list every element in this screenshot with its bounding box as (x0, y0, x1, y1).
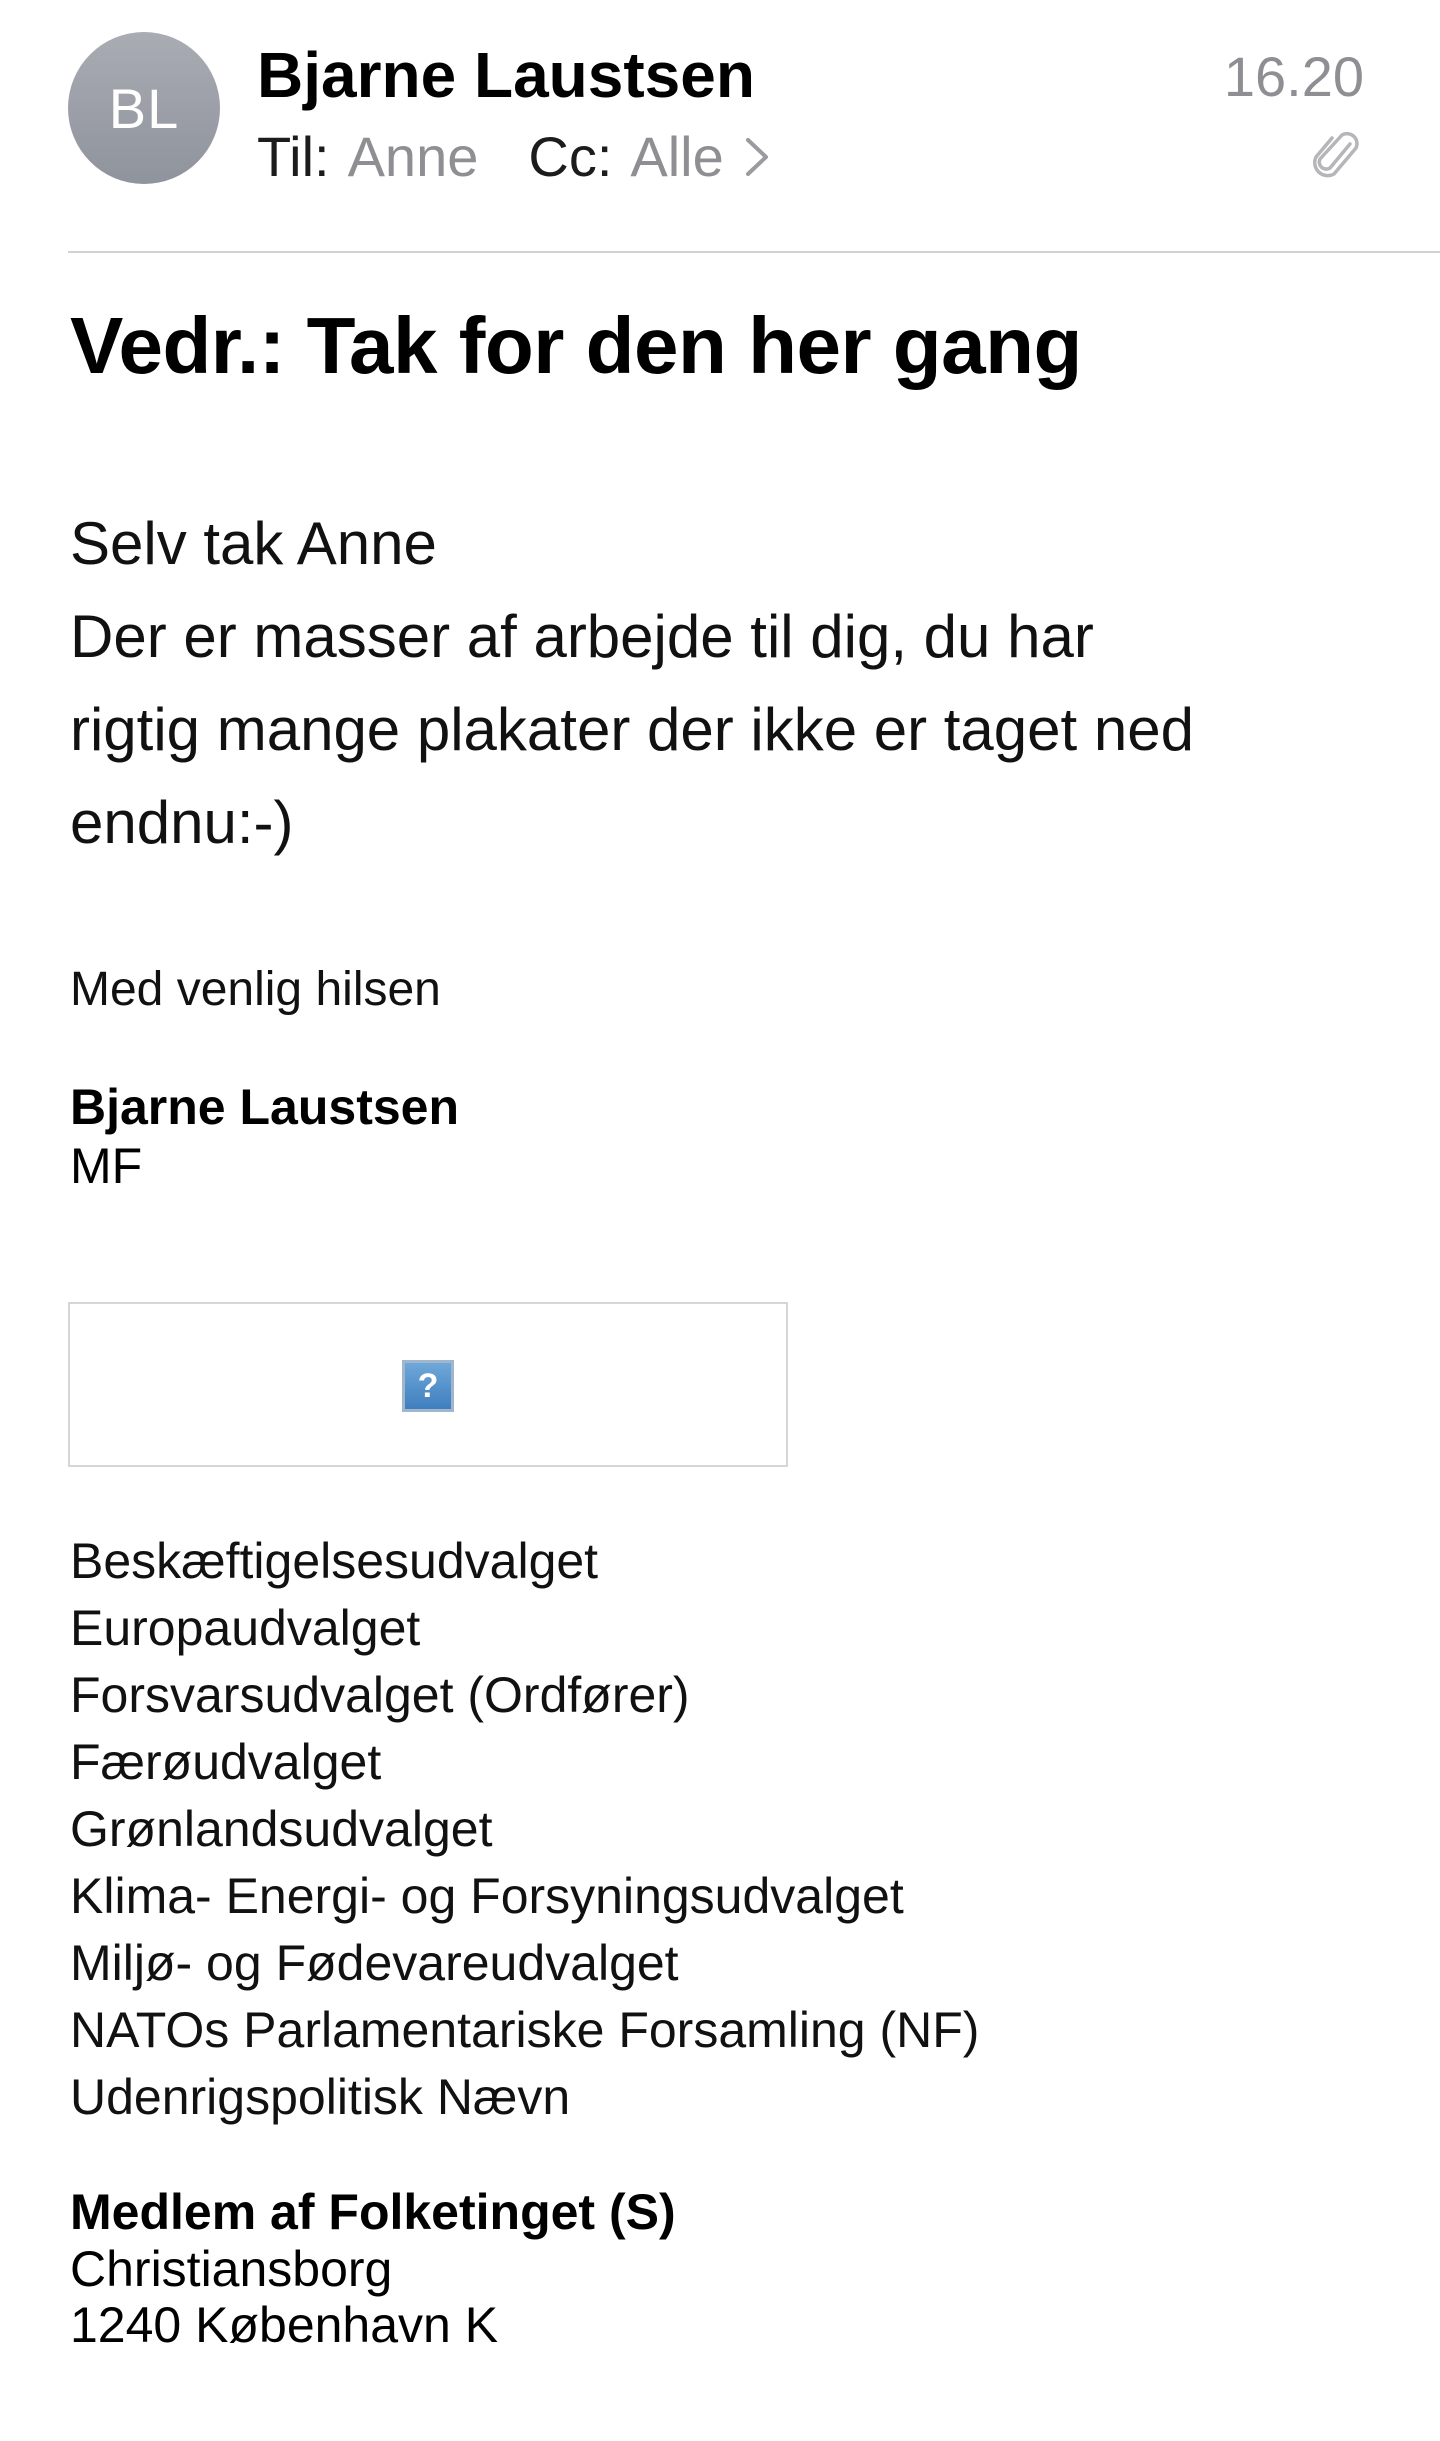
message-header (0, 0, 1440, 252)
body-line: Selv tak Anne (70, 510, 437, 577)
committee-list (70, 1528, 979, 2131)
message-body (70, 497, 1370, 869)
committee-item: Grønlandsudvalget (70, 1801, 493, 1857)
committee-item: Færøudvalget (70, 1734, 382, 1790)
signature-address-line2: 1240 København K (70, 2297, 499, 2353)
signature-address-line1: Christiansborg (70, 2241, 393, 2297)
sender-name[interactable]: Bjarne Laustsen (257, 39, 755, 111)
avatar-initials: BL (108, 76, 180, 140)
committee-item: Beskæftigelsesudvalget (70, 1533, 599, 1589)
to-recipient[interactable]: Anne (347, 125, 479, 188)
committee-item: Forsvarsudvalget (Ordfører) (70, 1667, 690, 1723)
body-line: rigtig mange plakater der ikke er taget ned (70, 696, 1194, 763)
signature-title: MF (70, 1138, 143, 1194)
cc-label: Cc: (528, 125, 613, 188)
committee-item: Europaudvalget (70, 1600, 421, 1656)
committee-item: Udenrigspolitisk Nævn (70, 2069, 571, 2125)
to-label: Til: (257, 125, 330, 188)
message-subject: Vedr.: Tak for den her gang (70, 301, 1082, 390)
committee-item: Miljø- og Fødevareudvalget (70, 1935, 679, 1991)
chevron-right-icon[interactable] (744, 124, 770, 189)
recipients-row[interactable] (257, 124, 770, 189)
body-line: endnu:-) (70, 789, 294, 856)
body-line: Der er masser af arbejde til dig, du har (70, 603, 1094, 670)
committee-item: Klima- Energi- og Forsyningsudvalget (70, 1868, 904, 1924)
header-divider (68, 251, 1440, 253)
message-time: 16.20 (1223, 45, 1364, 108)
signature-image-placeholder[interactable] (68, 1302, 788, 1467)
cc-recipient[interactable]: Alle (630, 125, 724, 188)
signature-member: Medlem af Folketinget (S) (70, 2184, 676, 2240)
signature-name: Bjarne Laustsen (70, 1079, 460, 1135)
sender-avatar[interactable] (68, 32, 220, 184)
committee-item: NATOs Parlamentariske Forsamling (NF) (70, 2002, 980, 2058)
paperclip-icon (1312, 128, 1362, 184)
broken-image-icon: ? (402, 1360, 454, 1412)
signature-greeting: Med venlig hilsen (70, 963, 441, 1016)
